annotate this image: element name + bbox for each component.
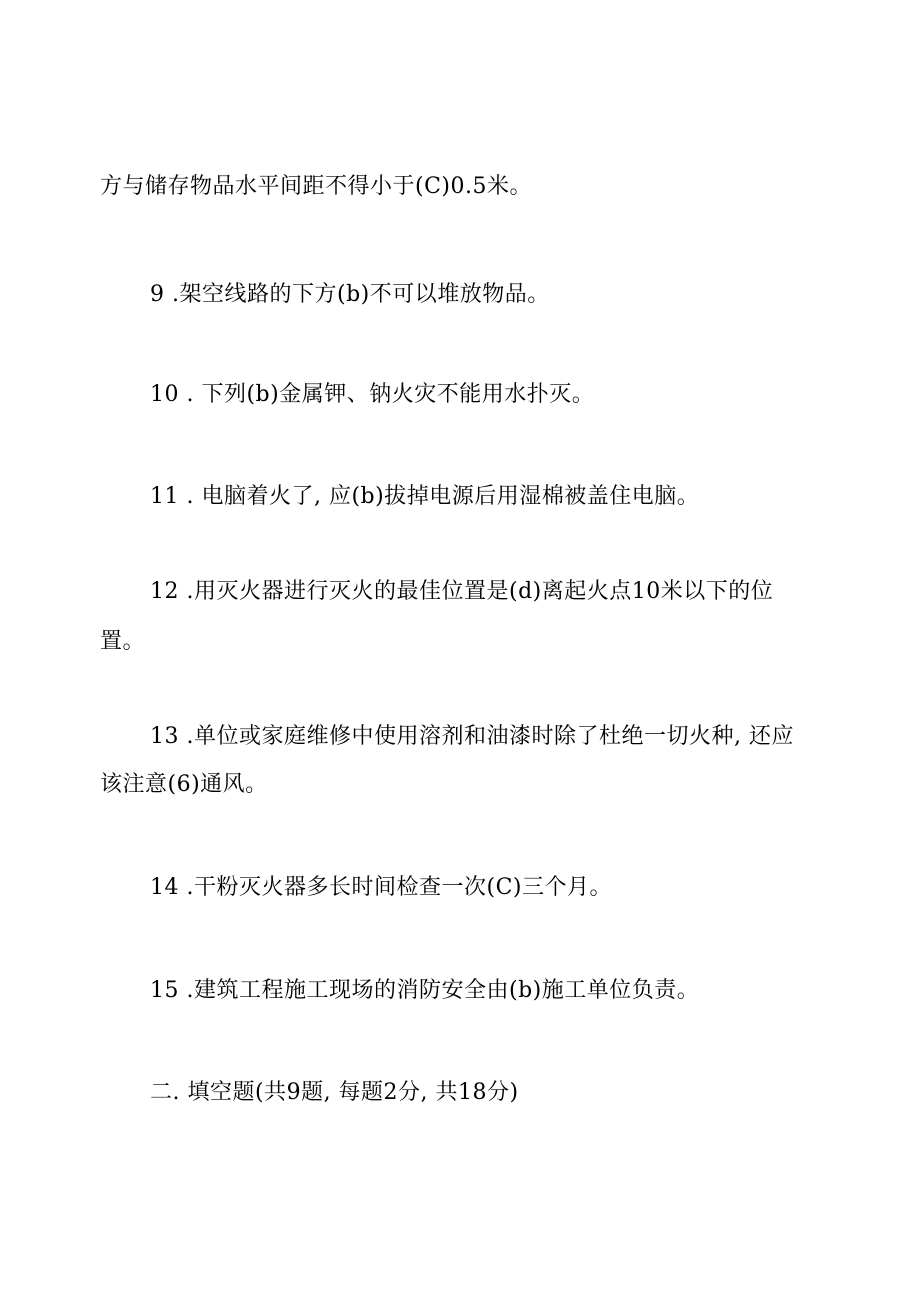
section-heading-fill-in: 二. 填空题(共9题, 每题2分, 共18分) <box>150 1080 519 1105</box>
question-12-continuation: 置。 <box>100 629 146 654</box>
question-12: 12 .用灭火器进行灭火的最佳位置是(d)离起火点10米以下的位 <box>150 579 774 604</box>
text-line-continuation: 方与储存物品水平间距不得小于(C)0.5米。 <box>100 174 532 199</box>
question-11: 11 . 电脑着火了, 应(b)拔掉电源后用湿棉被盖住电脑。 <box>150 484 700 509</box>
question-10: 10 . 下列(b)金属钾、钠火灾不能用水扑灭。 <box>150 382 595 407</box>
question-13: 13 .单位或家庭维修中使用溶剂和油漆时除了杜绝一切火种, 还应 <box>150 724 794 749</box>
question-13-continuation: 该注意(6)通风。 <box>100 772 268 797</box>
question-9: 9 .架空线路的下方(b)不可以堆放物品。 <box>150 282 550 307</box>
question-15: 15 .建筑工程施工现场的消防安全由(b)施工单位负责。 <box>150 978 700 1003</box>
question-14: 14 .干粉灭火器多长时间检查一次(C)三个月。 <box>150 875 612 900</box>
